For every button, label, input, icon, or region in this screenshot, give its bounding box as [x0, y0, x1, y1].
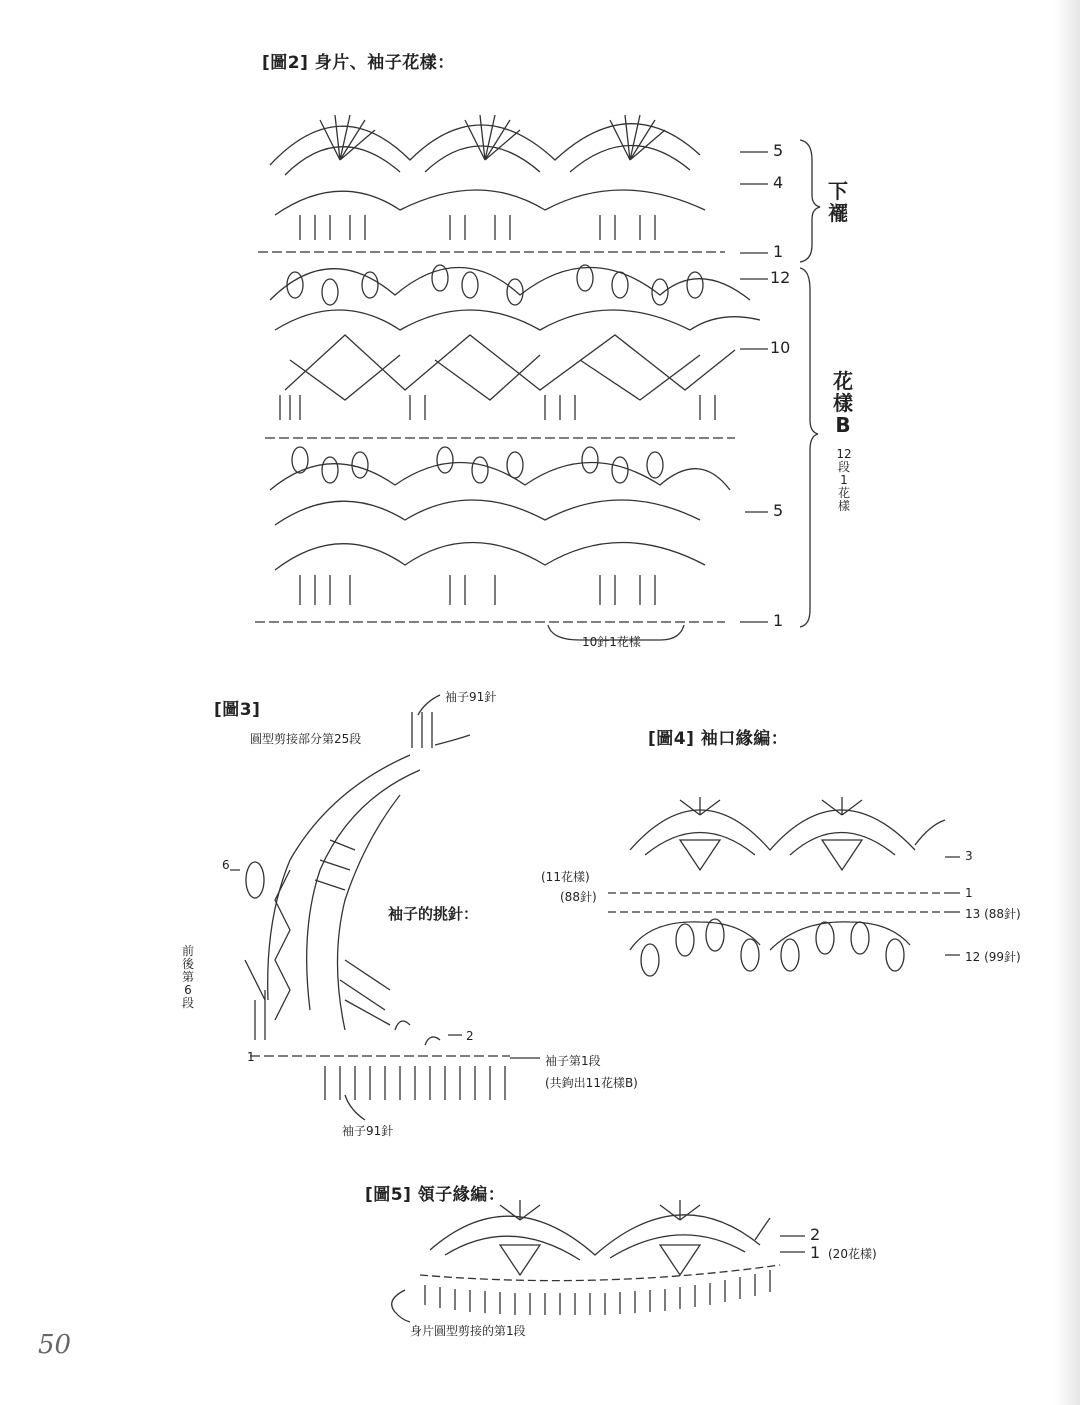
- fig2-row-marker-4: 4: [773, 173, 784, 192]
- fig2-title: [圖2] 身片、袖子花樣：: [262, 53, 455, 73]
- fig5-title: [圖5] 領子緣編：: [365, 1185, 506, 1205]
- fig2-row-marker-5-top: 5: [773, 141, 784, 160]
- fig5-row-1-note: (20花樣): [828, 1247, 877, 1261]
- page-edge-shadow: [1054, 0, 1080, 1405]
- fig5-bottom-label: 身片圓型剪接的第1段: [410, 1324, 526, 1338]
- fig3-row-6: 6: [222, 858, 230, 872]
- fig2-row-marker-10: 10: [770, 338, 791, 357]
- fig5-row-2: 2: [810, 1225, 821, 1244]
- fig3-raglan-note: 圓型剪接部分第25段: [250, 732, 362, 746]
- fig3-center-label: 袖子的挑針：: [388, 905, 479, 923]
- fig3-bottom-label: 袖子91針: [342, 1124, 394, 1138]
- fig2-brace-label-pattern-b: 花樣B: [833, 369, 853, 437]
- fig2-row-marker-12: 12: [770, 268, 791, 287]
- fig2-brace-sub-label: 12段1花樣: [836, 447, 852, 513]
- fig3-sleeve-row-sub: (共鉤出11花樣B): [545, 1076, 638, 1090]
- fig2-row-marker-1-bottom: 1: [773, 611, 784, 630]
- fig2-row-marker-5-bottom: 5: [773, 501, 784, 520]
- fig4-row-1: 1: [965, 886, 973, 900]
- fig4-left-label-1: (11花樣): [541, 870, 590, 884]
- fig2-brace-label-hem: 下襬: [828, 179, 848, 225]
- fig3-row-1: 1: [247, 1050, 255, 1064]
- page-number: 50: [38, 1330, 72, 1360]
- fig4-row-3: 3: [965, 849, 973, 863]
- fig4-row-12: 12 (99針): [965, 950, 1021, 964]
- fig4-left-label-2: (88針): [560, 890, 597, 904]
- fig3-top-label: 袖子91針: [445, 690, 497, 704]
- fig4-title: [圖4] 袖口緣編：: [648, 729, 789, 749]
- fig4-row-13: 13 (88針): [965, 907, 1021, 921]
- fig3-sleeve-row-label: 袖子第1段: [545, 1054, 601, 1068]
- fig3-title: [圖3]: [214, 700, 261, 720]
- fig2-row-marker-1-top: 1: [773, 242, 784, 261]
- fig3-side-label: 前後第6段: [181, 944, 194, 1010]
- fig2-repeat-label: 10針1花樣: [582, 635, 641, 649]
- fig5-row-1: 1: [810, 1243, 821, 1262]
- fig3-row-2: 2: [466, 1029, 474, 1043]
